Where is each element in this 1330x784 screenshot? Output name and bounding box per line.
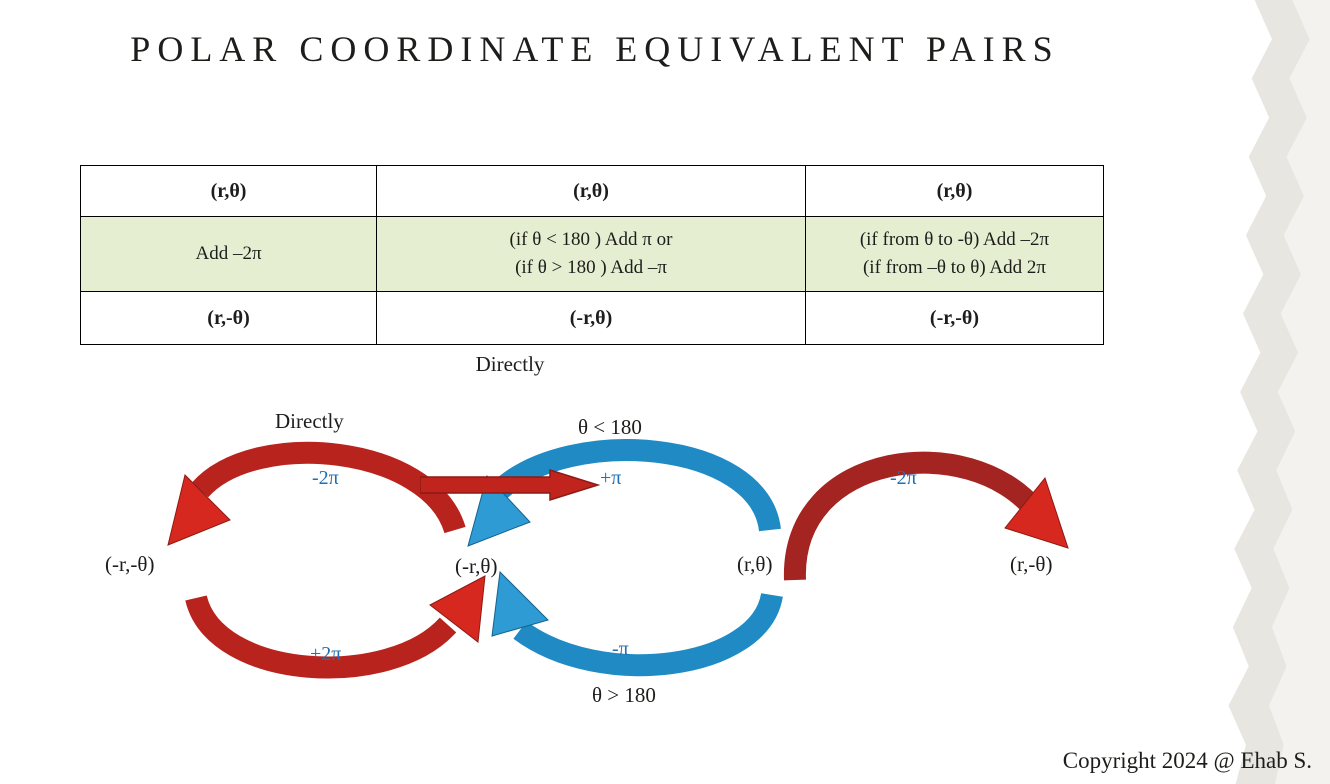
equivalence-diagram bbox=[0, 380, 1190, 720]
table-cell-header-2: (r,θ) bbox=[377, 166, 806, 217]
table-row bbox=[81, 292, 1104, 345]
table-cell-rule-3 bbox=[805, 217, 1103, 292]
copyright-notice: Copyright 2024 @ Ehab S. bbox=[1062, 748, 1312, 773]
equivalent-pairs-table bbox=[80, 165, 1104, 345]
rule-3-line-2: (if from –θ to θ) Add 2π bbox=[862, 257, 1046, 278]
table-cell-rule-2 bbox=[377, 217, 806, 292]
table-directly-arrow-icon bbox=[420, 468, 600, 502]
label-theta-less-than: θ < 180 bbox=[578, 415, 642, 439]
table-cell-header-3: (r,θ) bbox=[805, 166, 1103, 217]
table-cell-result-1: (r,-θ) bbox=[81, 292, 377, 345]
node-left: (-r,-θ) bbox=[105, 552, 155, 576]
label-directly: Directly bbox=[275, 409, 344, 433]
table-cell-result-3: (-r,-θ) bbox=[805, 292, 1103, 345]
rule-2-line-2: (if θ > 180 ) Add –π bbox=[515, 257, 667, 278]
table-row bbox=[81, 166, 1104, 217]
node-center-left: (-r,θ) bbox=[455, 554, 498, 578]
label-plus-pi: +π bbox=[600, 467, 622, 489]
table-cell-header-1: (r,θ) bbox=[81, 166, 377, 217]
label-minus-pi: -π bbox=[612, 638, 629, 660]
table-cell-rule-1: Add –2π bbox=[81, 217, 377, 292]
page-title: POLAR COORDINATE EQUIVALENT PAIRS bbox=[130, 29, 1060, 69]
node-right: (r,-θ) bbox=[1010, 552, 1053, 576]
label-plus-2pi-left: +2π bbox=[310, 643, 342, 665]
label-minus-2pi-right: -2π bbox=[890, 467, 917, 489]
node-center-right: (r,θ) bbox=[737, 552, 773, 576]
label-theta-greater-than: θ > 180 bbox=[592, 683, 656, 707]
rule-3-line-1: (if from θ to -θ) Add –2π bbox=[859, 229, 1050, 251]
table-directly-label: Directly bbox=[475, 352, 545, 376]
rule-2-line-1: (if θ < 180 ) Add π or bbox=[509, 229, 673, 251]
label-minus-2pi-left: -2π bbox=[312, 467, 339, 489]
table-cell-result-2: (-r,θ) bbox=[377, 292, 806, 345]
table-row bbox=[81, 217, 1104, 292]
